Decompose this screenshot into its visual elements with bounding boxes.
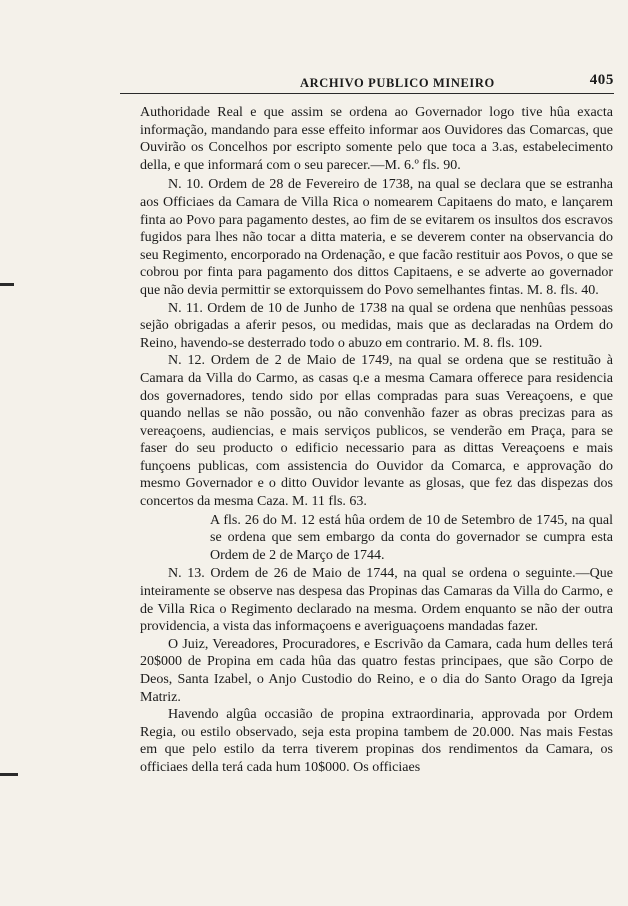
- margin-mark: [0, 283, 14, 286]
- margin-mark: [0, 773, 18, 776]
- paragraph-n13: N. 13. Ordem de 26 de Maio de 1744, na qual se ordena o seguinte.—Que inteiramente se observe nas despesa das Propinas das Camaras da Villa do Carmo, e de Villa Rica o Regimento declarado na mesma. Ordem enquanto se não der outra providencia, a vista das informaçoens e averiguaçoens mandadas fazer.: [140, 566, 613, 635]
- header-rule: [120, 93, 614, 94]
- page-number: 405: [589, 72, 614, 88]
- paragraph-n12: N. 12. Ordem de 2 de Maio de 1749, na qual se ordena que se restituão à Camara da Villa do Carmo, as casas q.e a mesma Camara offerece para residencia dos governadores, tendo sido por ellas compradas para suas Vereaçoens, e que quando nellas se não possão, ou não convenhão fazer as obras precizas para as vereaçoens, audiencias, e mais serviços publicos, se venderão em Praça, para se faser do seu producto o edificio necessario para as dittas Vereaçoens e mais funçoens publicas, com assistencia do Ouvidor da Comarca, e approvação do mesmo Governador e o ditto Ouvidor levante as glosas, que fez das dispezas dos concertos da mesma Caza. M. 11 fls. 63.: [140, 353, 613, 510]
- running-header: [110, 72, 614, 92]
- paragraph-n10: N. 10. Ordem de 28 de Fevereiro de 1738, na qual se declara que se estranha aos Officiaes da Camara de Villa Rica o nomearem Capitaens do mato, e lançarem finta ao Povo para pagamento destes, ao fim de se evitarem os insultos dos escravos fugidos para lhes não tocar a ditta materia, e se deverem conter na observancia do seu Regimento, encorporado na Ordenação, e que facão restituir aos Povos, o que se cobrou por finta para pagamento dos dittos Capitaens, e se adverte ao governador que não devia permittir se extorquissem do Povo semelhantes fintas. M. 8. fls. 40.: [140, 177, 613, 298]
- paragraph-continuation: Authoridade Real e que assim se ordena ao Governador logo tive hûa exacta informação, mandando para esse effeito informar aos Ouvidores das Comarcas, que Ouvirão os Concelhos por escripto somente pelo que toca a 3.as, estabelecimento della, e que informará com o seu parecer.—M. 6.º fls. 90.: [140, 105, 613, 173]
- paragraph-juiz: O Juiz, Vereadores, Procuradores, e Escrivão da Camara, cada hum delles terá 20$000 de Propina em cada hûa das quatro festas principaes, que são Corpo de Deos, Santa Izabel, o Anjo Custodio do Reino, e o dia do Santo Orago da Igreja Matriz.: [140, 636, 613, 705]
- paragraph-propina: Havendo algûa occasião de propina extraordinaria, approvada por Ordem Regia, ou estilo observado, seja esta propina tambem de 20.000. Nas mais Festas em que pelo estilo da terra tiverem propinas dos rendimentos da Camara, os officiaes della terá cada hum 10$000. Os officiaes: [140, 707, 613, 775]
- paragraph-note: A fls. 26 do M. 12 está hûa ordem de 10 de Setembro de 1745, na qual se ordena que sem embargo da conta do governador se cumpra esta Ordem de 2 de Março de 1744.: [210, 512, 613, 563]
- body-text: [140, 104, 613, 777]
- paragraph-n11: N. 11. Ordem de 10 de Junho de 1738 na qual se ordena que nenhûas pessoas sejão obrigadas a aferir pesos, ou medidas, mais que as declaradas na Ordem do Reino, havendo-se desterrado todo o abuzo em contrario. M. 8. fls. 109.: [140, 300, 613, 351]
- running-title: ARCHIVO PUBLICO MINEIRO: [300, 76, 495, 90]
